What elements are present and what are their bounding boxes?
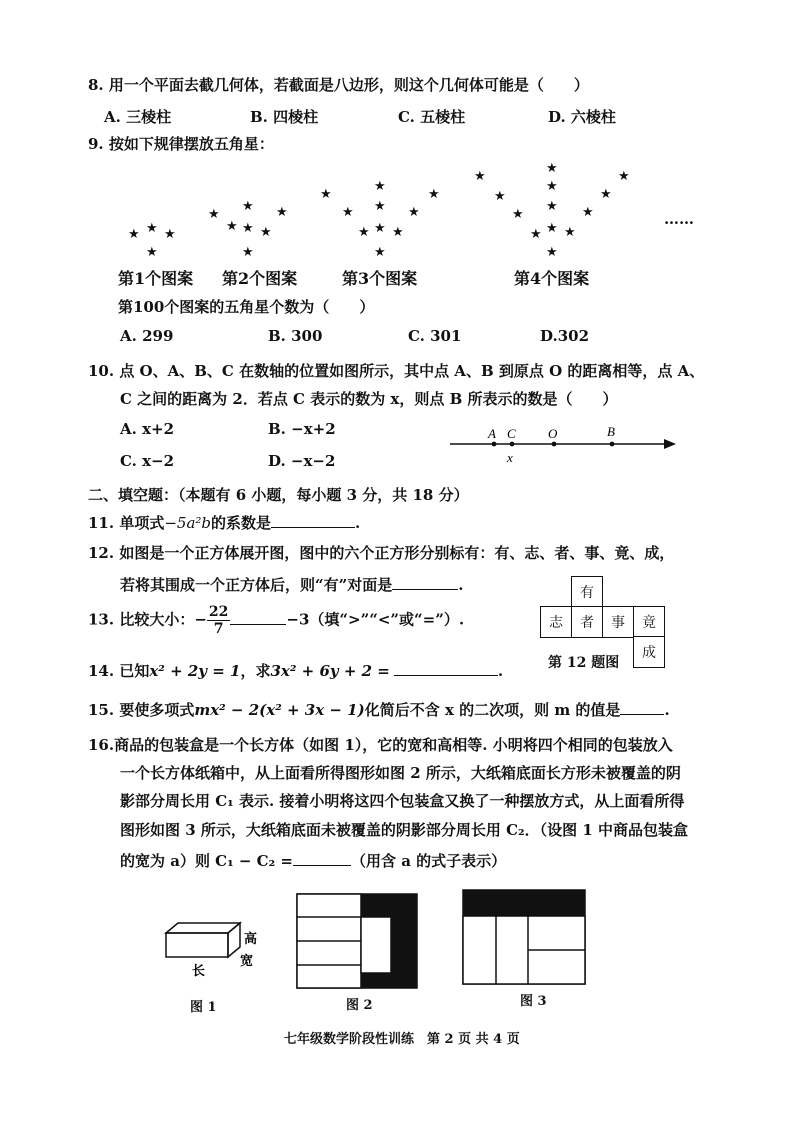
q9-option-d: D.302 — [540, 327, 590, 345]
q8-option-b: B. 四棱柱 — [250, 108, 319, 126]
pattern-ellipsis: …… — [664, 210, 694, 228]
star-icon: ★ — [512, 207, 524, 222]
q9-stem: 9. 按如下规律摆放五角星： — [88, 135, 274, 153]
q16-line-3: 影部分周长用 C₁ 表示. 接着小明将这四个包装盒又换了一种摆放方式，从上面看所得 — [120, 792, 685, 810]
figure-1-box — [160, 915, 270, 985]
q8-option-d: D. 六棱柱 — [548, 108, 616, 126]
q11 — [88, 512, 360, 533]
figure-2-box-top-view — [296, 893, 418, 989]
star-icon: ★ — [582, 205, 594, 220]
label-a: A — [488, 426, 496, 441]
q9-question: 第100个图案的五角星个数为（ ） — [118, 298, 375, 316]
q16-line-1: 16.商品的包装盒是一个长方体（如图 1），它的宽和高相等. 小明将四个相同的包装放入 — [88, 736, 673, 754]
q12-line-2 — [120, 574, 464, 595]
q13-mid: −3 — [286, 610, 310, 629]
page-footer: 七年级数学阶段性训练 第 2 页 共 4 页 — [284, 1032, 520, 1047]
fraction — [207, 604, 230, 637]
q15 — [88, 699, 670, 720]
figure-3-caption: 图 3 — [520, 994, 547, 1009]
section-title: 二、填空题：（本题有 6 小题，每小题 3 分，共 18 分） — [88, 486, 469, 504]
star-icon: ★ — [342, 205, 354, 220]
q16-line-2: 一个长方体纸箱中，从上面看所得图形如图 2 所示，大纸箱底面长方形未被覆盖的阴 — [120, 764, 681, 782]
star-icon: ★ — [242, 221, 254, 236]
star-icon: ★ — [428, 187, 440, 202]
fig1-label-length: 长 — [192, 964, 206, 979]
net-face: 竟 — [633, 606, 665, 638]
star-icon: ★ — [146, 245, 158, 260]
q9-option-c: C. 301 — [408, 327, 462, 345]
answer-blank[interactable] — [271, 513, 355, 528]
net-face: 成 — [633, 636, 665, 668]
arrow-icon — [664, 439, 676, 449]
q14-end: . — [497, 662, 504, 680]
star-icon: ★ — [408, 205, 420, 220]
answer-blank[interactable] — [620, 700, 664, 715]
star-icon: ★ — [530, 227, 542, 242]
q14-pre: 14. 已知 — [88, 662, 150, 680]
q12-end: . — [458, 576, 464, 594]
star-icon: ★ — [392, 225, 404, 240]
star-icon: ★ — [374, 199, 386, 214]
pattern-caption-4: 第4个图案 — [514, 269, 590, 288]
fig1-label-width: 宽 — [240, 954, 254, 969]
q10-option-c: C. x−2 — [120, 452, 175, 470]
star-icon: ★ — [146, 221, 158, 236]
q10-option-a: A. x+2 — [120, 420, 175, 438]
fraction-numerator: 22 — [208, 604, 229, 620]
answer-blank[interactable] — [293, 851, 351, 866]
figure-2-caption: 图 2 — [346, 998, 373, 1013]
star-icon: ★ — [546, 245, 558, 260]
star-icon: ★ — [276, 205, 288, 220]
label-o: O — [548, 426, 558, 441]
star-icon: ★ — [358, 225, 370, 240]
q12-line-1: 12. 如图是一个正方体展开图，图中的六个正方形分别标有：有、志、者、事、竟、成， — [88, 544, 675, 562]
star-icon: ★ — [260, 225, 272, 240]
star-icon: ★ — [164, 227, 176, 242]
q9-option-a: A. 299 — [120, 327, 174, 345]
q14-mid: ，求 — [240, 662, 271, 680]
net-face: 志 — [540, 606, 572, 638]
q12-line-2-text: 若将其围成一个正方体后，则“有”对面是 — [120, 576, 393, 594]
q10-line-1: 10. 点 O、A、B、C 在数轴的位置如图所示，其中点 A、B 到原点 O 的距离相等，点 A、 — [88, 362, 705, 380]
label-b: B — [607, 424, 615, 439]
q15-expr: mx² − 2(x² + 3x − 1) — [194, 701, 365, 719]
star-icon: ★ — [474, 169, 486, 184]
star-icon: ★ — [242, 199, 254, 214]
fig1-label-height: 高 — [244, 932, 258, 947]
point-c — [510, 442, 515, 447]
point-b — [610, 442, 615, 447]
star-icon: ★ — [546, 161, 558, 176]
q11-pre: 11. 单项式 — [88, 514, 165, 532]
pattern-caption-2: 第2个图案 — [222, 269, 298, 288]
star-icon: ★ — [618, 169, 630, 184]
star-icon: ★ — [494, 189, 506, 204]
q14-expr1: x² + 2y = 1 — [149, 662, 241, 680]
star-icon: ★ — [564, 225, 576, 240]
q8-stem: 8. 用一个平面去截几何体，若截面是八边形，则这个几何体可能是（ ） — [88, 76, 589, 94]
q16-line-5-text: 的宽为 a）则 C₁ − C₂ = — [120, 852, 293, 870]
net-face: 事 — [602, 606, 634, 638]
label-x: x — [507, 450, 513, 465]
answer-blank[interactable] — [392, 575, 458, 590]
number-line-figure — [440, 420, 690, 470]
star-icon: ★ — [374, 245, 386, 260]
net-face: 者 — [571, 606, 603, 638]
q11-expr: −5a²b — [164, 514, 211, 532]
q16-line-5-tail: （用含 a 的式子表示） — [350, 852, 507, 870]
point-a — [492, 442, 497, 447]
q16-line-4: 图形如图 3 所示，大纸箱底面未被覆盖的阴影部分周长用 C₂．（设图 1 中商品包装盒 — [120, 821, 688, 839]
q15-end: . — [664, 701, 670, 719]
point-o — [552, 442, 557, 447]
star-icon: ★ — [546, 199, 558, 214]
q13-pre: 13. 比较大小：− — [88, 610, 207, 629]
star-icon: ★ — [374, 179, 386, 194]
q10-option-d: D. −x−2 — [268, 452, 336, 470]
answer-blank[interactable] — [394, 661, 498, 676]
q11-end: . — [355, 514, 361, 532]
q14 — [88, 660, 503, 681]
figure-1-caption: 图 1 — [190, 1000, 217, 1015]
label-c: C — [507, 426, 516, 441]
star-icon: ★ — [242, 245, 254, 260]
q8-option-a: A. 三棱柱 — [104, 108, 172, 126]
answer-blank[interactable] — [230, 610, 286, 625]
star-icon: ★ — [226, 219, 238, 234]
star-icon: ★ — [600, 187, 612, 202]
q10-option-b: B. −x+2 — [268, 420, 336, 438]
net-face: 有 — [571, 576, 603, 608]
star-icon: ★ — [208, 207, 220, 222]
q8-option-c: C. 五棱柱 — [398, 108, 466, 126]
q13 — [88, 604, 464, 637]
q14-expr2: 3x² + 6y + 2 = — [270, 662, 390, 680]
q10-line-2: C 之间的距离为 2．若点 C 表示的数为 x，则点 B 所表示的数是（ ） — [120, 390, 618, 408]
q9-option-b: B. 300 — [268, 327, 323, 345]
star-icon: ★ — [320, 187, 332, 202]
star-icon: ★ — [546, 221, 558, 236]
figure-3-box-top-view — [462, 889, 586, 985]
q15-post: 化简后不含 x 的二次项，则 m 的值是 — [364, 701, 621, 719]
q12-figure-caption: 第 12 题图 — [548, 655, 620, 671]
q16-line-5 — [120, 850, 506, 871]
pattern-caption-3: 第3个图案 — [342, 269, 418, 288]
star-icon: ★ — [546, 179, 558, 194]
pattern-caption-1: 第1个图案 — [118, 269, 194, 288]
fraction-denominator: 7 — [213, 621, 224, 637]
q11-post: 的系数是 — [211, 514, 272, 532]
q15-pre: 15. 要使多项式 — [88, 701, 195, 719]
q13-post: （填“>”“<”或“=”）. — [309, 610, 465, 629]
star-icon: ★ — [128, 227, 140, 242]
star-icon: ★ — [374, 221, 386, 236]
